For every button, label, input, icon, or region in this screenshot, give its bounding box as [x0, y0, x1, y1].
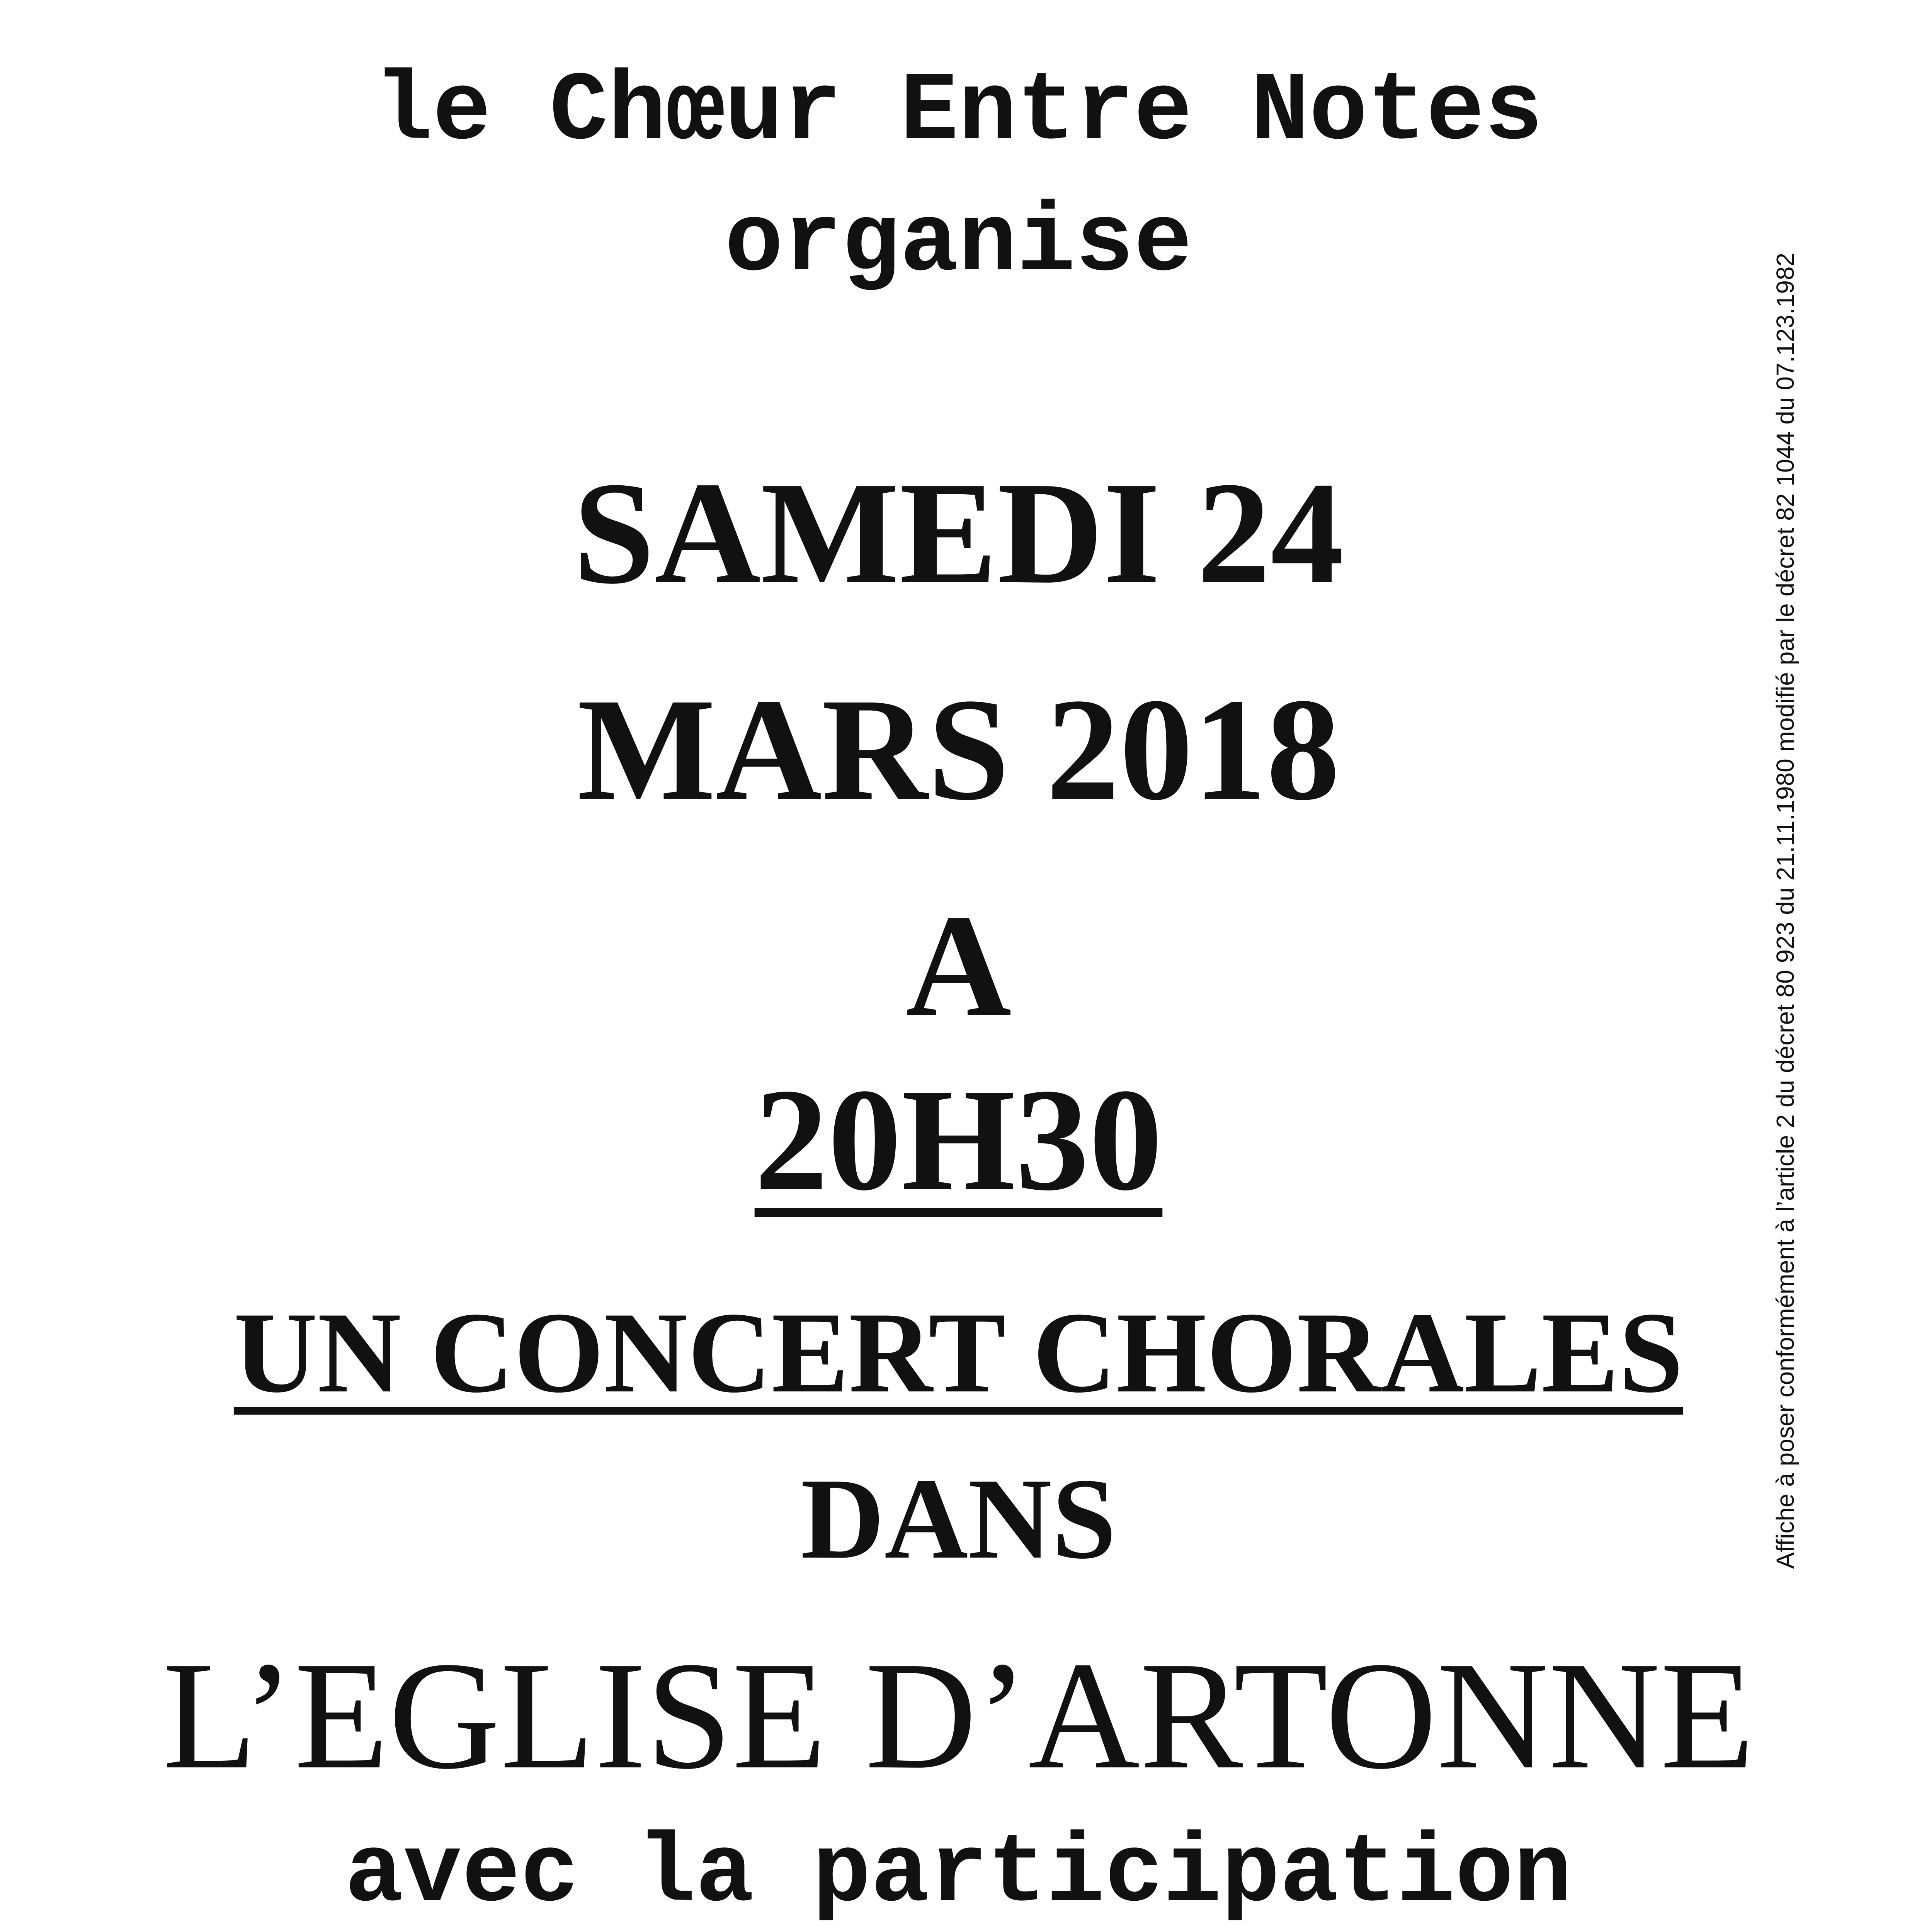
- event-time-text: 20H30: [754, 1058, 1163, 1221]
- event-preposition: DANS: [801, 1454, 1116, 1583]
- organizer-verb: organise: [725, 188, 1192, 299]
- participation-intro: avec la participation: [345, 1819, 1572, 1929]
- event-title: [0, 1287, 1917, 1418]
- event-at: A: [905, 884, 1012, 1047]
- organizer-name: le Chœur Entre Notes: [374, 57, 1543, 167]
- event-title-text: UN CONCERT CHORALES: [233, 1288, 1684, 1417]
- event-venue: L’EGLISE D’ARTONNE: [162, 1630, 1755, 1801]
- event-month-year: MARS 2018: [577, 668, 1340, 831]
- event-day: SAMEDI 24: [573, 452, 1344, 614]
- event-time: [0, 1059, 1917, 1221]
- legal-notice: Affiche à poser conformément à l’article 2 du décret 80 923 du 21.11.1980 modifié par le décret 82 1044 du 07.123.1982: [1771, 252, 1799, 1569]
